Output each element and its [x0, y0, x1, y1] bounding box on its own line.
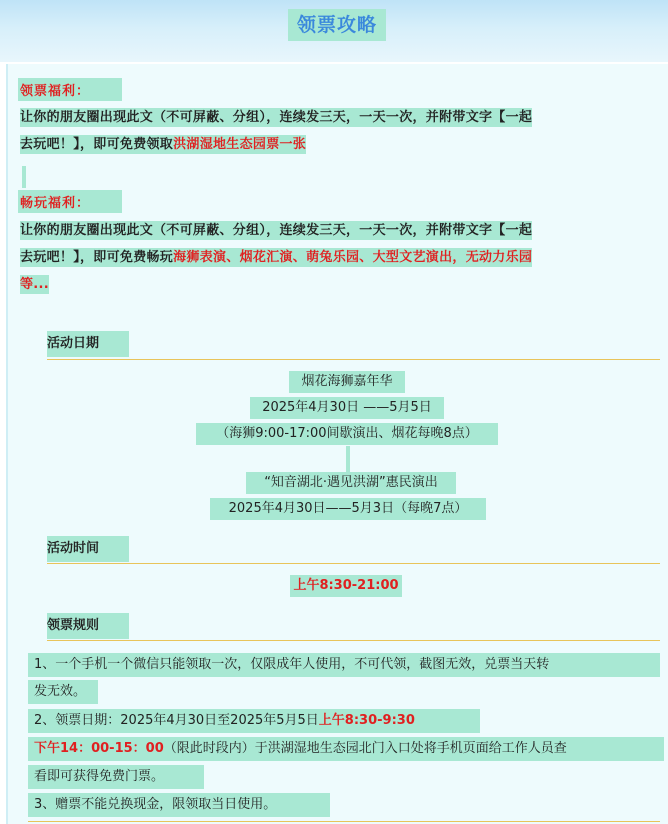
rule2-prefix: 2、领票日期：2025年4月30日至2025年5月5日	[34, 713, 319, 728]
play-benefit-highlight: 海狮表演、烟花汇演、萌兔乐园、大型文艺演出，无动力乐园	[173, 250, 533, 265]
play-benefit-text	[20, 217, 660, 298]
rule2-time2: 下午14：00-15：00	[34, 741, 164, 756]
spacer-bar	[22, 166, 26, 188]
rule2-line3: 看即可获得免费门票。	[28, 765, 204, 789]
activity-time-divider	[47, 563, 660, 564]
event1-name: 烟花海狮嘉年华	[289, 371, 405, 393]
rule1-line2: 发无效。	[28, 680, 98, 704]
ticket-benefit-heading: 领票福利：	[18, 78, 122, 101]
ticket-rules-divider	[47, 640, 660, 641]
event1-date: 2025年4月30日 ——5月5日	[250, 397, 444, 419]
play-benefit-line1: 让你的朋友圈出现此文（不可屏蔽、分组），连续发三天，一天一次，并附带文字【一起	[20, 223, 533, 238]
ticket-benefit-line1: 让你的朋友圈出现此文（不可屏蔽、分组），连续发三天，一天一次，并附带文字【一起	[20, 110, 533, 125]
ticket-rules-title: 领票规则	[47, 613, 129, 639]
event2-name: “知音湖北·遇见洪湖”惠民演出	[246, 472, 456, 494]
rule2-line1	[28, 709, 480, 733]
play-benefit-heading: 畅玩福利：	[18, 190, 122, 213]
play-benefit-line2: 去玩吧！】，即可免费畅玩	[20, 250, 174, 265]
play-benefit-line3: 等...	[20, 277, 50, 292]
activity-date-divider	[47, 359, 660, 360]
activity-time-title: 活动时间	[47, 536, 129, 562]
header-banner	[0, 0, 668, 62]
event2-date: 2025年4月30日——5月3日（每晚7点）	[210, 498, 486, 520]
page-title: 领票攻略	[288, 9, 386, 41]
rule1-line1: 1、一个手机一个微信只能领取一次，仅限成年人使用，不可代领，截图无效，兑票当天转	[28, 653, 660, 677]
ticket-benefit-line2: 去玩吧！】，即可免费领取	[20, 137, 174, 152]
event-connector	[346, 446, 350, 472]
event1-note: （海狮9:00-17:00间歇演出、烟花每晚8点）	[196, 423, 498, 445]
rule2-rest: （限此时段内）于洪湖湿地生态园北门入口处将手机页面给工作人员查	[163, 741, 567, 756]
rule2-time1: 上午8:30-9:30	[318, 713, 415, 728]
ticket-benefit-highlight: 洪湖湿地生态园票一张	[173, 137, 307, 152]
activity-date-title: 活动日期	[47, 331, 129, 357]
ticket-benefit-text	[20, 104, 660, 158]
activity-time-value: 上午8:30-21:00	[290, 575, 402, 597]
rule3: 3、赠票不能兑换现金，限领取当日使用。	[28, 793, 330, 817]
bottom-divider	[28, 821, 660, 822]
rule2-line2	[28, 737, 664, 761]
